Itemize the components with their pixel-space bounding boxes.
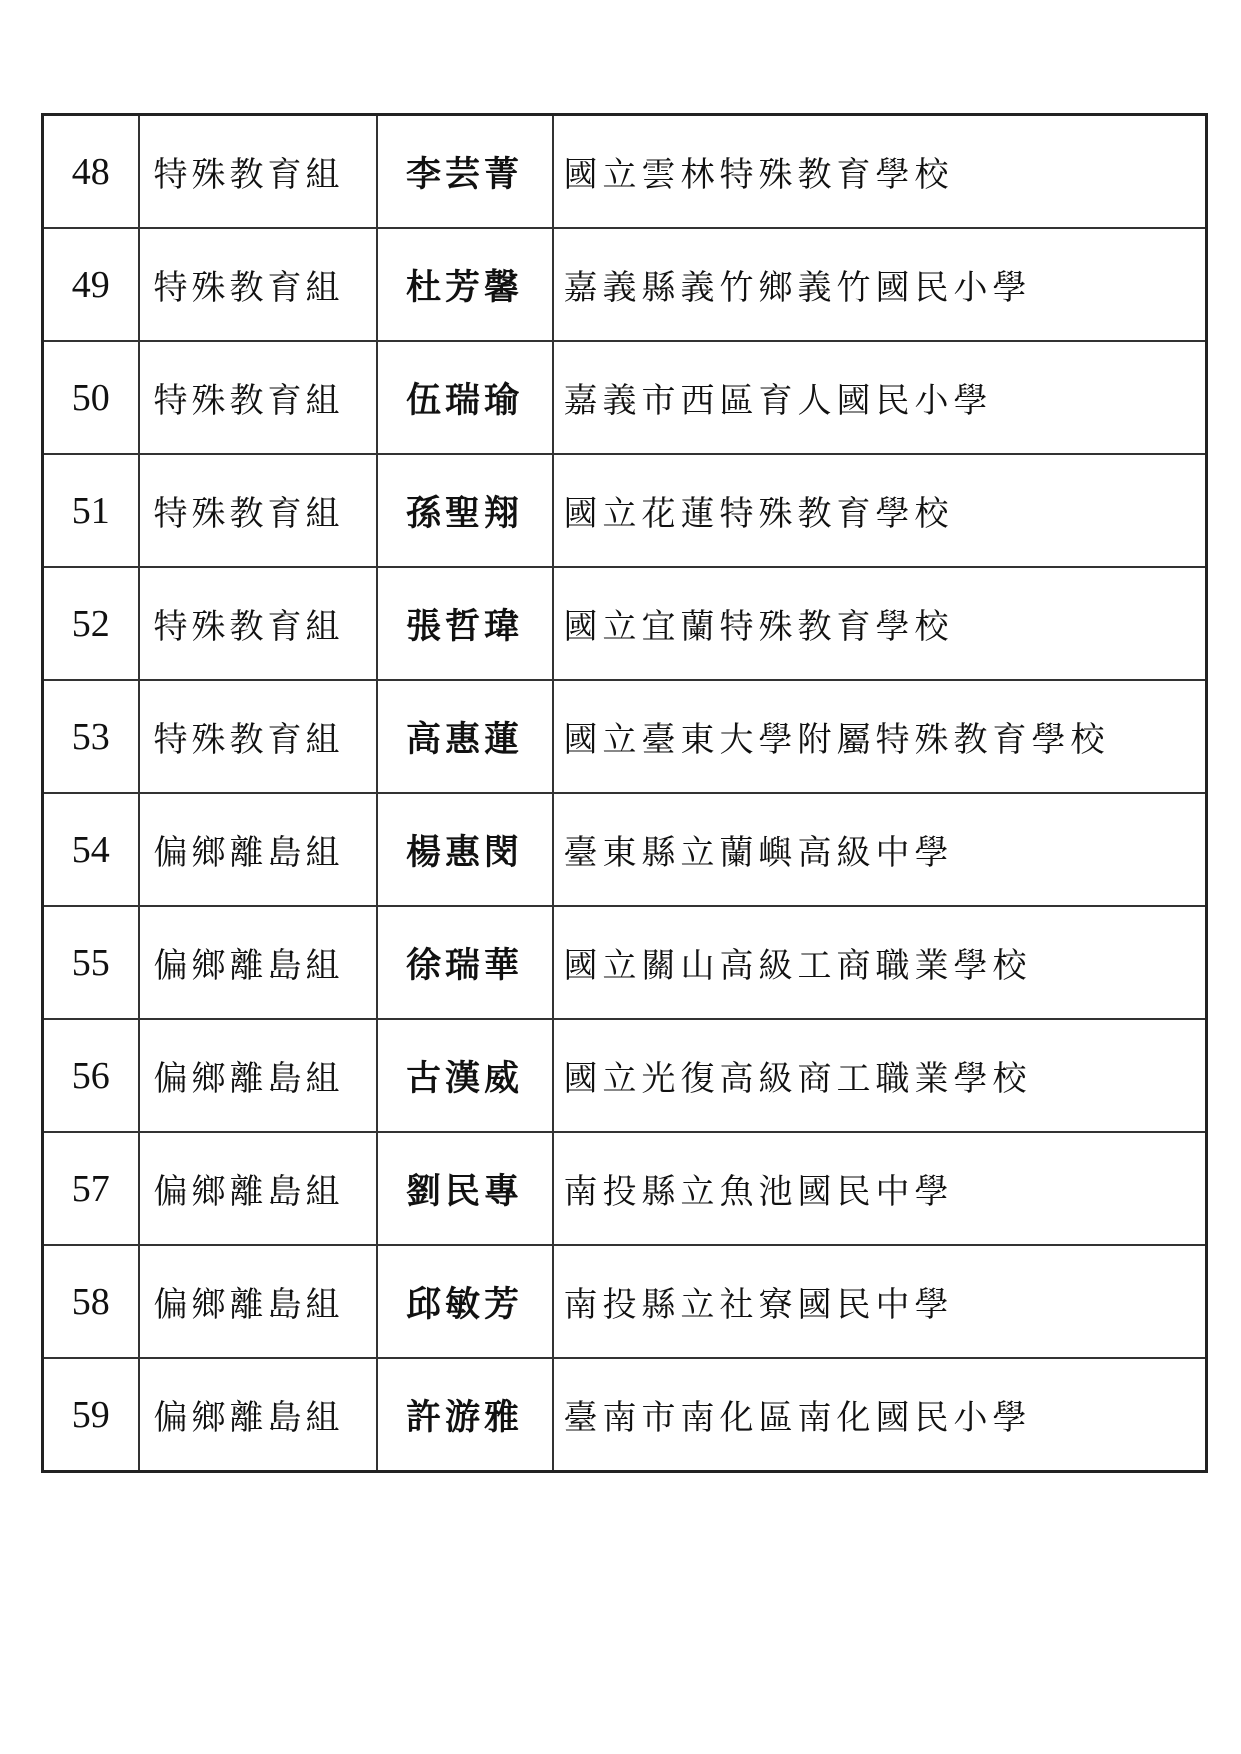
roster-table xyxy=(41,113,1208,1473)
table-row xyxy=(43,567,1207,680)
category-cell: 特殊教育組 xyxy=(139,115,377,229)
row-number: 49 xyxy=(43,228,139,341)
name-cell: 古漢威 xyxy=(377,1019,553,1132)
school-cell: 國立關山高級工商職業學校 xyxy=(553,906,1207,1019)
school-cell: 南投縣立社寮國民中學 xyxy=(553,1245,1207,1358)
table-row xyxy=(43,1132,1207,1245)
row-number: 58 xyxy=(43,1245,139,1358)
category-cell: 特殊教育組 xyxy=(139,454,377,567)
table-row xyxy=(43,1245,1207,1358)
category-cell: 偏鄉離島組 xyxy=(139,1245,377,1358)
school-cell: 國立光復高級商工職業學校 xyxy=(553,1019,1207,1132)
row-number: 56 xyxy=(43,1019,139,1132)
category-cell: 特殊教育組 xyxy=(139,567,377,680)
row-number: 53 xyxy=(43,680,139,793)
table-row xyxy=(43,793,1207,906)
name-cell: 張哲瑋 xyxy=(377,567,553,680)
row-number: 50 xyxy=(43,341,139,454)
name-cell: 李芸菁 xyxy=(377,115,553,229)
school-cell: 臺南市南化區南化國民小學 xyxy=(553,1358,1207,1472)
row-number: 59 xyxy=(43,1358,139,1472)
category-cell: 偏鄉離島組 xyxy=(139,1019,377,1132)
row-number: 48 xyxy=(43,115,139,229)
row-number: 55 xyxy=(43,906,139,1019)
table-row xyxy=(43,680,1207,793)
name-cell: 高惠蓮 xyxy=(377,680,553,793)
school-cell: 國立宜蘭特殊教育學校 xyxy=(553,567,1207,680)
row-number: 54 xyxy=(43,793,139,906)
name-cell: 邱敏芳 xyxy=(377,1245,553,1358)
table-row xyxy=(43,115,1207,229)
category-cell: 偏鄉離島組 xyxy=(139,1358,377,1472)
category-cell: 偏鄉離島組 xyxy=(139,906,377,1019)
school-cell: 嘉義市西區育人國民小學 xyxy=(553,341,1207,454)
name-cell: 許游雅 xyxy=(377,1358,553,1472)
school-cell: 國立臺東大學附屬特殊教育學校 xyxy=(553,680,1207,793)
school-cell: 嘉義縣義竹鄉義竹國民小學 xyxy=(553,228,1207,341)
name-cell: 徐瑞華 xyxy=(377,906,553,1019)
row-number: 57 xyxy=(43,1132,139,1245)
name-cell: 伍瑞瑜 xyxy=(377,341,553,454)
table-row xyxy=(43,906,1207,1019)
category-cell: 特殊教育組 xyxy=(139,680,377,793)
school-cell: 國立花蓮特殊教育學校 xyxy=(553,454,1207,567)
table-row xyxy=(43,454,1207,567)
row-number: 52 xyxy=(43,567,139,680)
school-cell: 國立雲林特殊教育學校 xyxy=(553,115,1207,229)
table-row xyxy=(43,1019,1207,1132)
name-cell: 劉民專 xyxy=(377,1132,553,1245)
name-cell: 楊惠閔 xyxy=(377,793,553,906)
category-cell: 偏鄉離島組 xyxy=(139,1132,377,1245)
school-cell: 臺東縣立蘭嶼高級中學 xyxy=(553,793,1207,906)
table-row xyxy=(43,228,1207,341)
name-cell: 孫聖翔 xyxy=(377,454,553,567)
school-cell: 南投縣立魚池國民中學 xyxy=(553,1132,1207,1245)
name-cell: 杜芳馨 xyxy=(377,228,553,341)
category-cell: 偏鄉離島組 xyxy=(139,793,377,906)
table-row xyxy=(43,1358,1207,1472)
category-cell: 特殊教育組 xyxy=(139,228,377,341)
row-number: 51 xyxy=(43,454,139,567)
table-row xyxy=(43,341,1207,454)
category-cell: 特殊教育組 xyxy=(139,341,377,454)
